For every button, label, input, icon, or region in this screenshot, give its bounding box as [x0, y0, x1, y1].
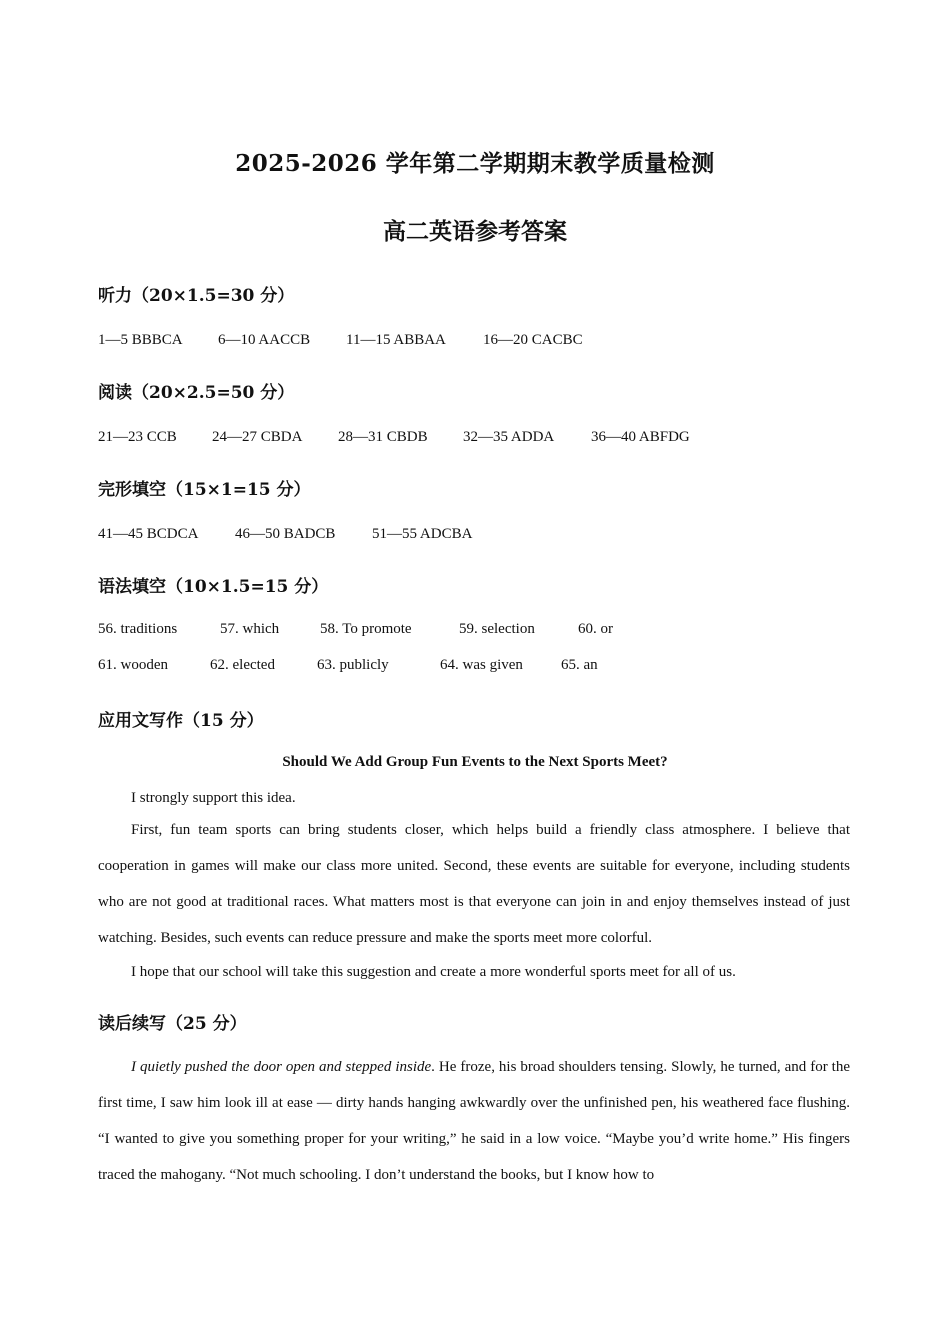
grammar-answers-row1 — [98, 621, 613, 638]
page-subtitle: 高二英语参考答案 — [383, 218, 567, 245]
listening-heading: 听力（20×1.5=30 分） — [98, 286, 295, 306]
answer-item: 60. or — [578, 621, 613, 637]
listening-answers — [98, 332, 583, 349]
answer-item: 64. was given — [440, 657, 523, 673]
answer-item: 61. wooden — [98, 657, 168, 673]
answer-group: 32—35 ADDA — [463, 429, 555, 445]
answer-group: 28—31 CBDB — [338, 429, 428, 445]
answer-group: 51—55 ADCBA — [372, 526, 473, 542]
answer-item: 62. elected — [210, 657, 275, 673]
grammar-answers-row2 — [98, 657, 598, 674]
essay-paragraph-2: First, fun team sports can bring students closer, which helps build a friendly class atmosphere. I believe that cooperation in games will make our class more united. Second, these events are suitable for everyone, including students who are not good at traditional races. What matters most is that everyone can join in and enjoy themselves instead of just watching. Besides, such events can reduce pressure and make the sports meet more colorful. — [98, 822, 850, 946]
cloze-answers — [98, 526, 472, 543]
answer-group: 24—27 CBDA — [212, 429, 303, 445]
continuation-italic-start: I quietly pushed the door open and stepped inside — [131, 1059, 432, 1075]
essay-paragraph-1: I strongly support this idea. — [131, 790, 296, 806]
answer-item: 65. an — [561, 657, 598, 673]
answer-item: 59. selection — [459, 621, 535, 637]
writing-heading: 应用文写作（15 分） — [98, 711, 264, 731]
answer-group: 21—23 CCB — [98, 429, 177, 445]
answer-item: 63. publicly — [317, 657, 389, 673]
answer-group: 36—40 ABFDG — [591, 429, 690, 445]
continuation-paragraph — [98, 1049, 850, 1193]
answer-group: 16—20 CACBC — [483, 332, 583, 348]
answer-group: 1—5 BBBCA — [98, 332, 183, 348]
grammar-heading: 语法填空（10×1.5=15 分） — [98, 577, 329, 597]
continuation-heading: 读后续写（25 分） — [98, 1014, 247, 1034]
essay-paragraph-3: I hope that our school will take this suggestion and create a more wonderful sports meet for all of us. — [131, 964, 736, 980]
answer-group: 41—45 BCDCA — [98, 526, 199, 542]
reading-answers — [98, 429, 690, 446]
page-title: 2025-2026 学年第二学期期末教学质量检测 — [235, 150, 715, 177]
reading-heading: 阅读（20×2.5=50 分） — [98, 383, 295, 403]
cloze-heading: 完形填空（15×1=15 分） — [98, 480, 311, 500]
answer-group: 11—15 ABBAA — [346, 332, 446, 348]
answer-item: 56. traditions — [98, 621, 178, 637]
answer-item: 58. To promote — [320, 621, 412, 637]
answer-group: 46—50 BADCB — [235, 526, 336, 542]
answer-item: 57. which — [220, 621, 280, 637]
essay-title: Should We Add Group Fun Events to the Next Sports Meet? — [282, 754, 668, 770]
answer-group: 6—10 AACCB — [218, 332, 311, 348]
continuation-text: . He froze, his broad shoulders tensing. Slowly, he turned, and for the first time, I saw him look ill at ease — dirty hands hanging awkwardly over the unfinished pen, his weathered face flushing. “I wanted to give you something proper for your writing,” he said in a low voice. “Maybe you’d write home.” His fingers traced the mahogany. “Not much schooling. I don’t understand the books, but I know how to — [98, 1059, 851, 1183]
